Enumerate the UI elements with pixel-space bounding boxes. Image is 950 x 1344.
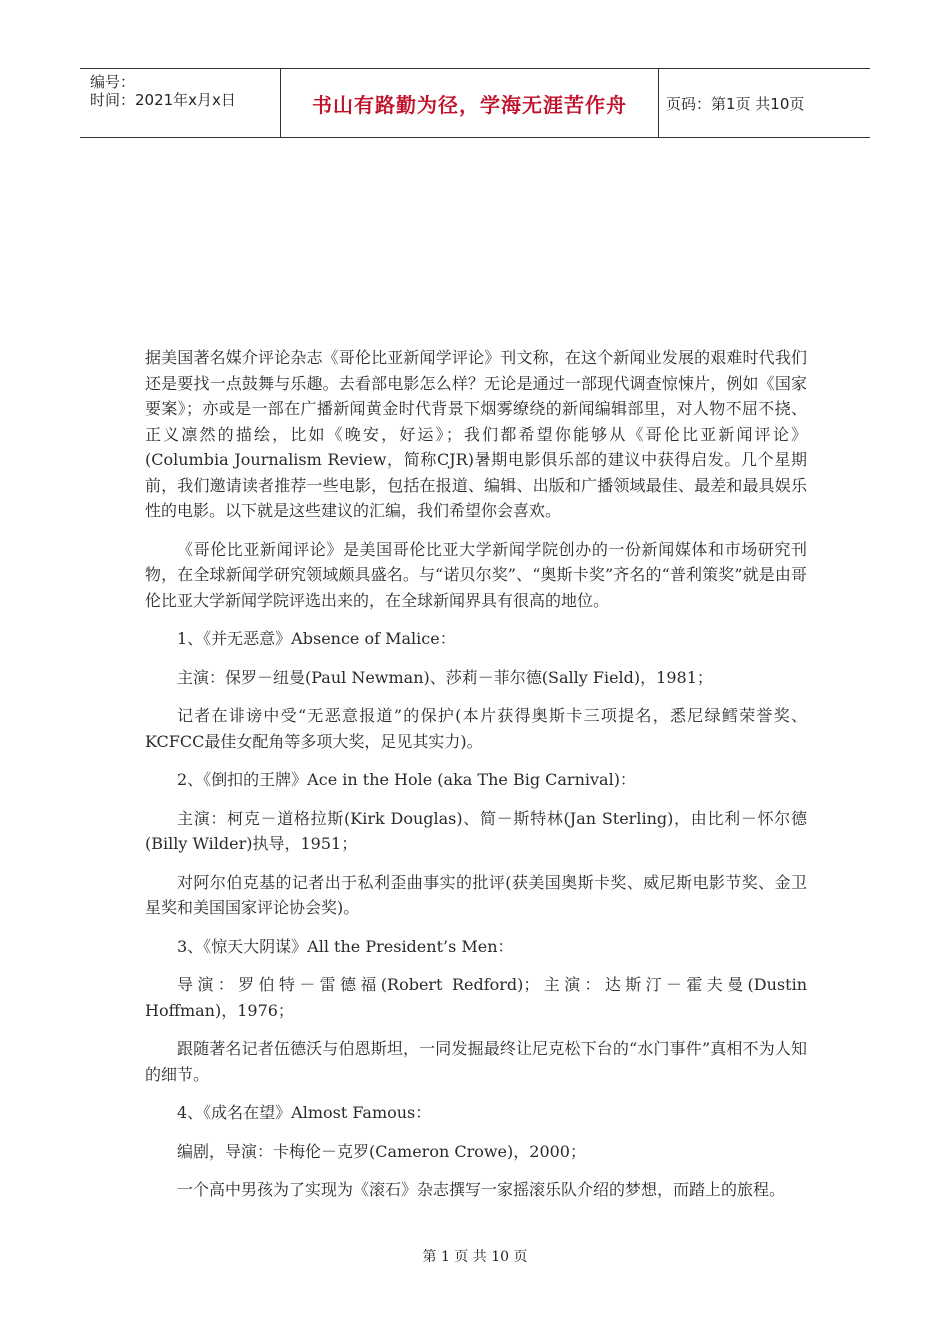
article-body — [145, 345, 807, 1216]
document-header — [80, 68, 870, 138]
movie-4-desc: 一个高中男孩为了实现为《滚石》杂志撰写一家摇滚乐队介绍的梦想，而踏上的旅程。 — [177, 1180, 786, 1199]
header-meta — [80, 69, 281, 137]
movie-1-desc: 记者在诽谤中受“无恶意报道”的保护(本片获得奥斯卡三项提名，悉尼绿鳕荣誉奖、KCFCC最佳女配角等多项大奖，足见其实力)。 — [145, 706, 807, 751]
number-label: 编号： — [90, 73, 136, 91]
movie-3-title: 3、《惊天大阴谋》All the President’s Men： — [177, 936, 514, 956]
movie-4-title: 4、《成名在望》Almost Famous： — [177, 1103, 432, 1122]
movie-1-cast: 主演：保罗－纽曼(Paul Newman)、莎莉－菲尔德(Sally Field)，1981； — [177, 667, 713, 687]
header-page-info: 页码：第1页 共10页 — [666, 94, 805, 113]
movie-4-cast: 编剧，导演：卡梅伦－克罗(Cameron Crowe)，2000； — [177, 1141, 586, 1161]
paragraph-intro: 据美国著名媒介评论杂志《哥伦比亚新闻学评论》刊文称，在这个新闻业发展的艰难时代我们还是要找一点鼓舞与乐趣。去看部电影怎么样？无论是通过一部现代调查惊悚片，例如《国家要案》；亦或是一部在广播新闻黄金时代背景下烟雾缭绕的新闻编辑部里，对人物不屈不挠、正义凛然的描绘，比如《晚安，好运》；我们都希望你能够从《哥伦比亚新闻评论》(Columbia Journalism Review，简称CJR)暑期电影俱乐部的建议中获得启发。几个星期前，我们邀请读者推荐一些电影，包括在报道、编辑、出版和广播领域最佳、最差和最具娱乐性的电影。以下就是这些建议的汇编，我们希望你会喜欢。 — [145, 348, 807, 520]
movie-2-title: 2、《倒扣的王牌》Ace in the Hole (aka The Big Carnival)： — [177, 770, 636, 789]
movie-2-cast: 主演：柯克－道格拉斯(Kirk Douglas)、简－斯特林(Jan Sterling)，由比利－怀尔德(Billy Wilder)执导，1951； — [145, 808, 807, 853]
header-motto: 书山有路勤为径，学海无涯苦作舟 — [281, 69, 659, 137]
movie-2-desc: 对阿尔伯克基的记者出于私利歪曲事实的批评(获美国奥斯卡奖、威尼斯电影节奖、金卫星奖和美国国家评论协会奖)。 — [145, 872, 807, 917]
movie-3-desc: 跟随著名记者伍德沃与伯恩斯坦，一同发掘最终让尼克松下台的“水门事件”真相不为人知的细节。 — [145, 1039, 807, 1084]
paragraph-cjr-about: 《哥伦比亚新闻评论》是美国哥伦比亚大学新闻学院创办的一份新闻媒体和市场研究刊物，在全球新闻学研究领域颇具盛名。与“诺贝尔奖”、“奥斯卡奖”齐名的“普利策奖”就是由哥伦比亚大学新闻学院评选出来的，在全球新闻界具有很高的地位。 — [145, 539, 807, 610]
movie-3-cast: 导演：罗伯特－雷德福(Robert Redford)；主演：达斯汀－霍夫曼(Dustin Hoffman)，1976； — [145, 975, 807, 1020]
page-footer: 第 1 页 共 10 页 — [422, 1249, 528, 1265]
movie-1-title: 1、《并无恶意》Absence of Malice： — [177, 629, 456, 648]
date-label: 时间：2021年x月x日 — [90, 91, 236, 109]
